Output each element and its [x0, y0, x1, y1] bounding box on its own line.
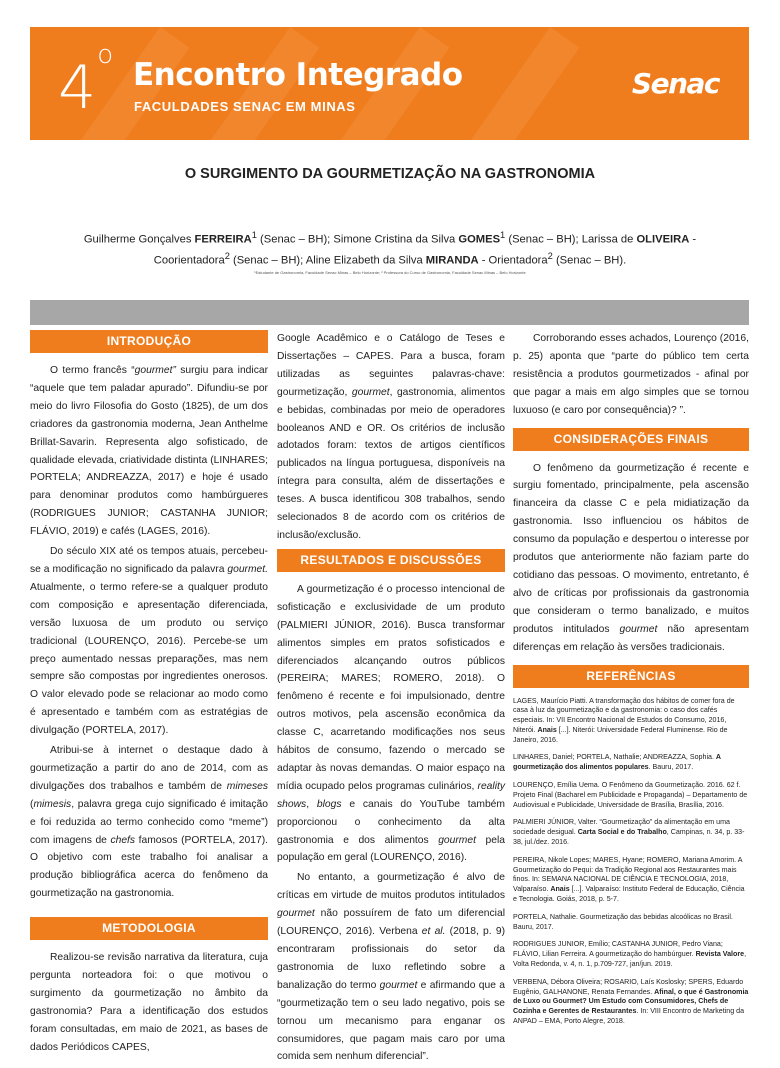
reference-item: VERBENA, Débora Oliveira; ROSARIO, Laís Koslosky; SPERS, Eduardo Eugênio, GALHANONE, Renata Fernandes. Afinal, o que é Gastronomia de Luxo ou Gourmet? Um Estudo com Consumidores, Chefs de Cozinha e Gerentes de Restaurantes. In: VIII Encontro de Marketing da ANPAD – EMA, Porto Alegre, 2018.: [513, 977, 749, 1026]
method-paragraph-2: Google Acadêmico e o Catálogo de Teses e Dissertações – CAPES. Para a busca, foram utilizadas as seguintes palavras-chave: gourmetização, gourmet, gastronomia, alimentos e bebidas, combinadas por meio de operadores booleanos AND e OR. Os critérios de inclusão adotados foram: textos de artigos científicos publicados na língua portuguesa, disponíveis na íntegra para consulta, além de dissertações e teses. A busca identificou 308 trabalhos, sendo selecionados 8 de acordo com os critérios de inclusão/exclusão.: [277, 333, 505, 541]
intro-paragraph-3: Atribui-se à internet o destaque dado à gourmetização a partir do ano de 2014, com as divulgações dos trabalhos e também de mimeses (mimesis, palavra grega cujo significado é imitação e foi reduzida ao termo conhecido como “meme”) com imagens de chefs famosos (PORTELA, 2017). O objetivo com este trabalho foi analisar a produção bibliográfica acerca do fenômeno da gourmetização na gastronomia.: [30, 745, 268, 900]
section-heading-introducao: INTRODUÇÃO: [30, 330, 268, 353]
conclusion-paragraph: O fenômeno da gourmetização é recente e surgiu fomentado, principalmente, pela ascensão financeira da classe C e pela midiatização da gastronomia. Isso influenciou os hábitos de consumo da população e despertou o interesse por produtos que anteriormente não faziam parte do cotidiano das pessoas. O movimento, entretanto, é alvo de críticas por profissionais da gastronomia que consideram o termo banalizado, e muitos produtos intitulados gourmet não apresentam diferenças em relação às versões tradicionais.: [513, 462, 749, 653]
column-middle: [277, 330, 505, 1068]
reference-item: LINHARES, Daniel; PORTELA, Nathalie; ANDREAZZA, Sophia. A gourmetização dos alimentos populares. Bauru, 2017.: [513, 753, 721, 772]
results-paragraph-2: No entanto, a gourmetização é alvo de críticas em virtude de muitos produtos intitulados gourmet não possuírem de fato um diferencial (LOURENÇO, 2016). Verbena et al. (2018, p. 9) encontraram profissionais do setor da gastronomia de luxo refletindo sobre a banalização do termo gourmet e afirmando que a “gourmetização tem o seu lado negativo, pois se tornou um mecanismo para enganar os consumidores, que pagam mais caro por uma comida sem nenhum diferencial”.: [277, 872, 505, 1063]
senac-logo: Senac: [631, 67, 719, 100]
edition-number: 4 $^o$: [58, 40, 112, 123]
results-paragraph-3: Corroborando esses achados, Lourenço (2016, p. 25) aponta que “parte do público tem certa resistência a produtos gourmetizados - afinal por que pagar a mais em algo simples que se tornou luxuoso (e caro por consequência)? ”.: [513, 333, 749, 416]
section-heading-referencias: REFERÊNCIAS: [513, 665, 749, 688]
section-heading-metodologia: METODOLOGIA: [30, 917, 268, 940]
divider-band: [30, 300, 749, 325]
method-paragraph-1: Realizou-se revisão narrativa da literatura, cuja pergunta norteadora foi: o que motivou o surgimento da gourmetização no âmbito da gastronomia? Para a identificação dos estudos foram consultadas, em maio de 2021, as bases de dados Periódicos CAPES,: [30, 952, 268, 1053]
reference-item: PORTELA, Nathalie. Gourmetização das bebidas alcoólicas no Brasil. Bauru, 2017.: [513, 912, 733, 931]
reference-item: PEREIRA, Nikole Lopes; MARES, Hyane; ROMERO, Mariana Amorim. A Gourmetização do Pequi: da Tradição Regional aos Restaurantes mais finos. In: SEMANA NACIONAL DE CIÊNCIA E TECNOLOGIA, 2018, Valparaíso. Anais [...]. Valparaíso: Instituto Federal de Educação, Ciência e Tecnologia. Goiás, 2018, p. 5-7.: [513, 855, 745, 904]
references-list: [513, 697, 749, 1027]
affiliation-note: ¹Estudante de Gastronomia, Faculdade Senac Minas – Belo Horizonte; ² Professora do Curso de Gastronomia, Faculdade Senac Minas – Belo Horizonte: [254, 270, 526, 275]
event-title: Encontro Integrado: [133, 57, 463, 93]
section-heading-resultados: RESULTADOS E DISCUSSÕES: [277, 549, 505, 572]
event-subtitle: FACULDADES SENAC EM MINAS: [134, 99, 356, 114]
reference-item: RODRIGUES JUNIOR, Emílio; CASTANHA JUNIOR, Pedro Viana; FLÁVIO, Lilian Ferreira. A gourmetização do hambúrguer. Revista Valore, Volta Redonda, v. 4, n. 1, p.709-727, jan/jun. 2019.: [513, 940, 747, 969]
reference-item: LOURENÇO, Emília Uema. O Fenômeno da Gourmetização. 2016. 62 f. Projeto Final (Bacharel em Publicidade e Propaganda) – Departamento de Audiovisual e Publicidade, Universidade de Brasília, Brasília, 2016.: [513, 781, 748, 809]
decorative-stripe: [305, 27, 449, 211]
header-banner: [30, 27, 749, 140]
intro-paragraph-1: O termo francês “gourmet” surgiu para indicar “aquele que tem paladar apurado”. Difundiu-se por meio do livro Filosofia do Gosto (1825), de um dos criadores da gastronomia moderna, Jean Anthelme Brillat-Savarin. Representa algo sofisticado, de qualidade elevada, criatividade distinta (LINHARES; PORTELA; ANDREAZZA, 2017) e hoje é usado para denominar produtos como hambúrgueres (RODRIGUES JUNIOR; CASTANHA JUNIOR; FLÁVIO, 2019) e cafés (LAGES, 2016).: [30, 365, 268, 538]
decorative-stripe: [175, 27, 319, 211]
column-right: [513, 330, 749, 1035]
reference-item: LAGES, Maurício Piatti. A transformação dos hábitos de comer fora de casa à luz da gourmetização e da gastronomia: o caso dos cafés especiais. In: VII Encontro Nacional de Estudos do Consumo, 2016, Niterói. Anais [...]. Niterói: Universidade Federal Fluminense. Rio de Janeiro, 2016.: [513, 696, 735, 744]
intro-paragraph-2: Do século XIX até os tempos atuais, percebeu-se a modificação no significado da palavra gourmet. Atualmente, o termo refere-se a qualquer produto com composição e apresentação diferenciada, versão luxuosa de um produto ou serviço tradicional (LOURENÇO, 2016). Percebe-se um preço aumentado nessas preparações, mas nem sempre são compostas por ingredientes onerosos. O valor elevado pode se relacionar ao modo como é apresentado e também com as estratégias de divulgação (PORTELA, 2017).: [30, 546, 268, 737]
section-heading-consideracoes: CONSIDERAÇÕES FINAIS: [513, 428, 749, 451]
paper-title: O SURGIMENTO DA GOURMETIZAÇÃO NA GASTRONOMIA: [184, 166, 596, 182]
results-paragraph-1: A gourmetização é o processo intencional de sofisticação e exclusividade de um produto (PALMIERI JÚNIOR, 2016). Busca transformar alimentos simples em pratos sofisticados e diferenciados alcançando outros públicos (PEREIRA; MARES; ROMERO, 2018). O fenômeno é recente e foi impulsionado, dentre outros motivos, pela ascensão econômica da classe C, acarretando modificações nos seus hábitos de consumo, fazendo o mercado se adaptar às novas demandas. O maior espaço na mídia ocupado pelos programas culinários, reality shows, blogs e canais do YouTube também proporcionou o conhecimento da alta gastronomia e dos alimentos gourmet pela população em geral (LOURENÇO, 2016).: [277, 583, 505, 864]
authors: Guilherme Gonçalves FERREIRA$^1$ (Senac – BH); Simone Cristina da Silva GOMES$^1$ (Senac – BH); Larissa de OLIVEIRA - Coorientadora$^2$ (Senac – BH); Aline Elizabeth da Silva MIRANDA - Orientadora$^2$ (Senac – BH).: [83, 230, 697, 267]
column-left: [30, 330, 268, 1059]
decorative-stripe: [435, 27, 579, 211]
reference-item: PALMIERI JÚNIOR, Valter. “Gourmetização” da alimentação em uma sociedade desigual. Carta Social e do Trabalho, Campinas, n. 34, p. 33-38, jul./dez. 2016.: [513, 818, 745, 847]
